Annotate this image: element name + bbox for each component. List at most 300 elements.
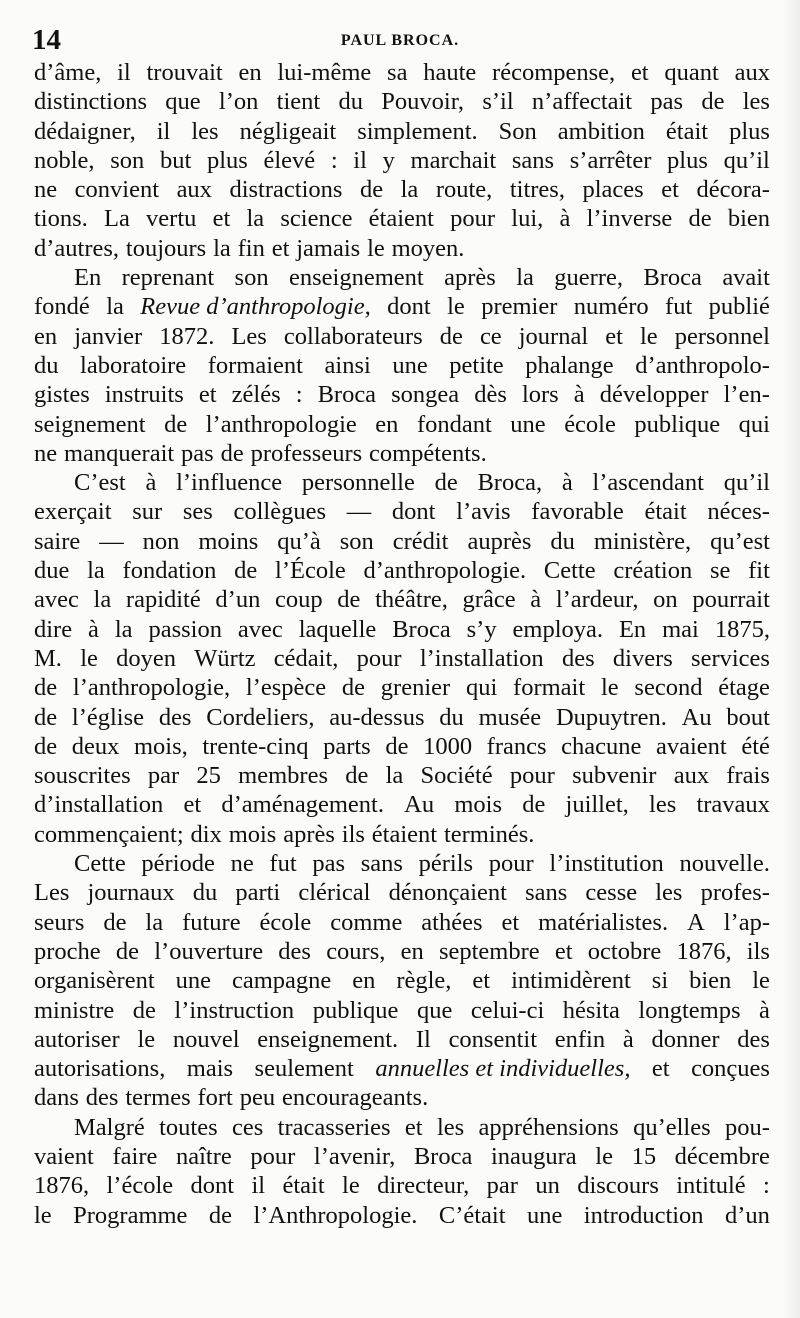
word: de bbox=[688, 205, 712, 233]
word: avec bbox=[34, 586, 79, 614]
word: la bbox=[145, 908, 164, 936]
word: le bbox=[752, 967, 770, 995]
word: à bbox=[88, 615, 99, 643]
word: autoriser bbox=[34, 1025, 120, 1053]
word: les bbox=[436, 1113, 465, 1141]
word: services bbox=[691, 644, 770, 672]
word: de bbox=[115, 937, 140, 965]
word: les bbox=[742, 88, 770, 116]
word: laquelle bbox=[298, 615, 377, 643]
word: et bbox=[212, 205, 231, 233]
word: le bbox=[595, 1142, 613, 1170]
text-line bbox=[34, 790, 770, 819]
word: de bbox=[341, 674, 366, 702]
text-line bbox=[34, 878, 770, 907]
word: ils bbox=[341, 820, 365, 848]
word: pourrait bbox=[692, 586, 770, 614]
word: dont bbox=[391, 498, 436, 526]
word: faire bbox=[112, 1142, 158, 1170]
word: parti bbox=[235, 879, 281, 907]
word: fut bbox=[269, 850, 297, 878]
word: Les bbox=[34, 879, 70, 907]
word: récompense, bbox=[492, 59, 616, 86]
text-line bbox=[34, 527, 770, 556]
word: décembre bbox=[674, 1142, 770, 1170]
word: clérical bbox=[298, 879, 371, 907]
word: école bbox=[259, 908, 312, 936]
word: intimidèrent bbox=[511, 967, 631, 995]
word: qu’à bbox=[277, 527, 321, 555]
word: employa. bbox=[512, 615, 604, 643]
word: et bbox=[183, 791, 202, 819]
word: au-dessus bbox=[329, 703, 425, 731]
word: pour bbox=[509, 762, 555, 790]
word: moins bbox=[198, 527, 259, 555]
word: fondation bbox=[122, 557, 217, 585]
word: et bbox=[501, 908, 520, 936]
word: il bbox=[156, 117, 171, 145]
word: intitulé bbox=[676, 1172, 746, 1200]
word: dans bbox=[34, 1084, 79, 1112]
word: le bbox=[80, 644, 98, 672]
word: fondé bbox=[34, 293, 90, 321]
word: Pouvoir, bbox=[381, 88, 465, 116]
word: d’un bbox=[215, 586, 261, 614]
word: Broca bbox=[392, 615, 451, 643]
word: trente-cinq bbox=[202, 732, 309, 760]
word: appréhensions bbox=[478, 1113, 619, 1141]
word: Cette bbox=[74, 850, 126, 878]
word: pas bbox=[312, 850, 346, 878]
word: vaient bbox=[34, 1142, 94, 1170]
word: la bbox=[213, 234, 231, 262]
word: de bbox=[34, 732, 58, 760]
word: s’y bbox=[466, 615, 497, 643]
word: celui-ci bbox=[470, 996, 545, 1024]
word: future bbox=[182, 908, 241, 936]
word: était bbox=[665, 117, 709, 145]
word: et bbox=[661, 176, 679, 204]
word: le bbox=[34, 1201, 52, 1229]
word: janvier bbox=[74, 322, 143, 350]
word: 1876, bbox=[676, 937, 732, 965]
word: la bbox=[106, 293, 124, 321]
word: de bbox=[132, 996, 156, 1024]
word: qui bbox=[465, 674, 498, 702]
word: été bbox=[741, 732, 770, 760]
word: juillet, bbox=[565, 791, 629, 819]
word: nouvel bbox=[172, 1025, 240, 1053]
text-line bbox=[34, 1142, 770, 1171]
word: il bbox=[117, 59, 131, 86]
word: souscrites bbox=[34, 762, 131, 790]
word: il bbox=[353, 146, 367, 174]
word: se bbox=[709, 557, 731, 585]
word: à bbox=[573, 381, 585, 409]
word: proche bbox=[34, 937, 101, 965]
text-line bbox=[34, 556, 770, 585]
word: sa bbox=[387, 59, 408, 86]
word: avait bbox=[722, 264, 770, 292]
word: journaux bbox=[87, 879, 175, 907]
word: enseignement bbox=[288, 264, 424, 292]
word: les bbox=[191, 117, 219, 145]
word: 1876, bbox=[34, 1172, 90, 1200]
word: en bbox=[400, 937, 424, 965]
word: sans bbox=[525, 879, 568, 907]
word: auprès bbox=[467, 527, 532, 555]
word: second bbox=[634, 674, 703, 702]
word: moyen. bbox=[391, 234, 465, 262]
word: s’il bbox=[482, 88, 514, 116]
text-line bbox=[34, 204, 770, 233]
word: en bbox=[34, 322, 58, 350]
text-line bbox=[34, 468, 770, 497]
word: compétents. bbox=[369, 439, 487, 467]
word: du bbox=[550, 527, 575, 555]
word: naître bbox=[175, 1142, 232, 1170]
word: pour bbox=[250, 1142, 296, 1170]
word: Il bbox=[415, 1025, 431, 1053]
word: le bbox=[600, 674, 619, 702]
text-line bbox=[34, 87, 770, 116]
text-line bbox=[34, 644, 770, 673]
word: inaugura bbox=[490, 1142, 577, 1170]
text-line bbox=[34, 1113, 770, 1142]
word: A bbox=[687, 908, 705, 936]
word: le bbox=[342, 1172, 360, 1200]
word: 1872. bbox=[159, 322, 215, 350]
word: conçues bbox=[691, 1055, 770, 1083]
word: l’Anthropologie. bbox=[253, 1201, 418, 1229]
word: développer bbox=[599, 381, 709, 409]
word: ne bbox=[34, 176, 58, 204]
word: son bbox=[339, 527, 374, 555]
word: Cordeliers, bbox=[206, 703, 315, 731]
word: due bbox=[34, 557, 70, 585]
word: étaient bbox=[368, 205, 434, 233]
word: : bbox=[763, 1172, 770, 1200]
word: coup bbox=[275, 586, 323, 614]
word: plus bbox=[206, 146, 248, 174]
word: à bbox=[530, 586, 542, 614]
word: fut bbox=[665, 293, 693, 321]
word: de bbox=[359, 176, 384, 204]
word: lui, bbox=[511, 205, 544, 233]
word: du bbox=[439, 703, 464, 731]
word: Broca bbox=[317, 381, 377, 409]
word: l’en- bbox=[723, 381, 770, 409]
word: bout bbox=[726, 703, 770, 731]
word: aux bbox=[673, 762, 710, 790]
word: jamais bbox=[296, 234, 361, 262]
word: sur bbox=[132, 498, 163, 526]
word: si bbox=[651, 967, 669, 995]
word: l’installation bbox=[419, 644, 544, 672]
word: néces- bbox=[707, 498, 770, 526]
word: une bbox=[175, 967, 211, 995]
word: les bbox=[649, 791, 677, 819]
word: mais bbox=[186, 1055, 234, 1083]
word: en bbox=[375, 410, 399, 438]
word: en bbox=[352, 967, 376, 995]
word: des bbox=[85, 1084, 119, 1112]
word: était bbox=[644, 498, 687, 526]
word: des bbox=[737, 1025, 770, 1053]
word: l’ap- bbox=[723, 908, 770, 936]
word: ce bbox=[479, 322, 502, 350]
word: fit bbox=[748, 557, 770, 585]
word: mois, bbox=[133, 732, 188, 760]
word: premier bbox=[481, 293, 558, 321]
word: l’ascendant bbox=[592, 469, 704, 497]
word: les bbox=[655, 879, 683, 907]
word: francs bbox=[486, 732, 547, 760]
text-line bbox=[34, 996, 770, 1025]
word: aux bbox=[734, 59, 770, 86]
word: la bbox=[246, 205, 265, 233]
word: gistes bbox=[34, 381, 90, 409]
word: son bbox=[234, 264, 269, 292]
word: parts bbox=[323, 732, 371, 760]
word: ne bbox=[34, 439, 58, 467]
word: l’inverse bbox=[586, 205, 673, 233]
word: ministre bbox=[34, 996, 115, 1024]
word: fin bbox=[237, 234, 265, 262]
word: zélés bbox=[231, 381, 281, 409]
word: 25 bbox=[196, 762, 221, 790]
page-number: 14 bbox=[32, 24, 61, 56]
word: plus bbox=[729, 117, 770, 145]
word: en bbox=[238, 59, 262, 86]
word: Dupuytren. bbox=[555, 703, 667, 731]
word: longtemps bbox=[638, 996, 741, 1024]
word: de bbox=[208, 1201, 232, 1229]
word: des bbox=[158, 703, 192, 731]
word: tions. bbox=[34, 205, 88, 233]
word: l’instruction bbox=[174, 996, 295, 1024]
word: campagne bbox=[231, 967, 332, 995]
word: d’installation bbox=[34, 791, 164, 819]
word: à bbox=[759, 996, 770, 1024]
text-line bbox=[34, 146, 770, 175]
word: trouvait bbox=[146, 59, 223, 86]
word: instruits bbox=[104, 381, 184, 409]
word: son bbox=[110, 146, 145, 174]
word: le bbox=[447, 293, 465, 321]
word: mai bbox=[662, 615, 699, 643]
word: Malgré bbox=[74, 1113, 145, 1141]
word: encourageants. bbox=[281, 1084, 429, 1112]
text-line bbox=[34, 937, 770, 966]
word: cesse bbox=[585, 879, 638, 907]
word: travaux bbox=[696, 791, 770, 819]
text-line bbox=[34, 908, 770, 937]
word: et bbox=[472, 967, 491, 995]
word: mois bbox=[454, 791, 502, 819]
word: d’anthropolo- bbox=[635, 351, 770, 379]
word: et bbox=[404, 1113, 423, 1141]
word: : bbox=[295, 381, 303, 409]
word: qui bbox=[738, 410, 770, 438]
word: sans bbox=[360, 850, 403, 878]
word: du bbox=[192, 879, 218, 907]
word: Programme bbox=[73, 1201, 188, 1229]
text-line bbox=[34, 966, 770, 995]
word: fondant bbox=[416, 410, 492, 438]
word: Son bbox=[498, 117, 537, 145]
word: d’âme, bbox=[34, 59, 102, 86]
word: Société bbox=[420, 762, 493, 790]
word: l’anthropologie, bbox=[72, 674, 231, 702]
word: toutes bbox=[159, 1113, 218, 1141]
text-line bbox=[34, 1025, 770, 1054]
word: mois bbox=[228, 820, 277, 848]
running-title: PAUL BROCA. bbox=[340, 32, 460, 49]
text-line bbox=[34, 703, 770, 732]
word: de bbox=[434, 469, 458, 497]
word: hésita bbox=[562, 996, 620, 1024]
word: professeurs bbox=[250, 439, 363, 467]
word: un bbox=[535, 1172, 560, 1200]
word: tient bbox=[276, 88, 321, 116]
word: dédaigner, bbox=[34, 117, 136, 145]
word: guerre, bbox=[554, 264, 623, 292]
word: y bbox=[382, 146, 395, 174]
word: rapidité bbox=[125, 586, 201, 614]
word: cours, bbox=[326, 937, 386, 965]
word: l’École bbox=[275, 557, 346, 585]
word: autorisations, bbox=[34, 1055, 166, 1083]
text-line bbox=[34, 585, 770, 614]
word: l’école bbox=[106, 1172, 174, 1200]
text-line bbox=[34, 1083, 770, 1112]
word: ils bbox=[746, 937, 770, 965]
word: manquerait bbox=[63, 439, 175, 467]
word: de bbox=[337, 586, 361, 614]
word: doyen bbox=[116, 644, 177, 672]
word: saire bbox=[34, 527, 81, 555]
word: plus bbox=[667, 146, 708, 174]
body-text bbox=[34, 58, 770, 1230]
word: la bbox=[385, 762, 404, 790]
text-line bbox=[34, 732, 770, 761]
word: divers bbox=[612, 644, 673, 672]
word: cédait, bbox=[273, 644, 339, 672]
word: dès bbox=[474, 381, 507, 409]
word: étage bbox=[718, 674, 770, 702]
word: périls bbox=[418, 850, 474, 878]
text-line bbox=[34, 292, 770, 321]
word: l’ouverture bbox=[154, 937, 264, 965]
word: dénonçaient bbox=[388, 879, 507, 907]
word: M. bbox=[34, 644, 62, 672]
word: que bbox=[416, 996, 453, 1024]
word: 1875, bbox=[714, 615, 770, 643]
word: du bbox=[34, 351, 59, 379]
word: bien bbox=[689, 967, 732, 995]
word: grâce bbox=[462, 586, 516, 614]
word: musée bbox=[478, 703, 542, 731]
word: matérialistes. bbox=[538, 908, 669, 936]
word: numéro bbox=[573, 293, 649, 321]
word: donner bbox=[651, 1025, 720, 1053]
word: vertu bbox=[146, 205, 197, 233]
word: une bbox=[526, 1201, 563, 1229]
word: pour bbox=[450, 205, 496, 233]
word: pour bbox=[488, 850, 534, 878]
word: octobre bbox=[587, 937, 662, 965]
word: annuelles et individuelles, bbox=[375, 1055, 631, 1083]
word: n’affectait bbox=[531, 88, 633, 116]
word: de bbox=[439, 322, 463, 350]
word: ministère, bbox=[593, 527, 692, 555]
word: à bbox=[622, 1025, 634, 1053]
word: enseignement. bbox=[257, 1025, 399, 1053]
word: par bbox=[486, 1172, 518, 1200]
word: peu bbox=[239, 1084, 276, 1112]
word: l’anthropologie bbox=[205, 410, 357, 438]
word: dont bbox=[190, 1172, 235, 1200]
word: décora- bbox=[696, 176, 770, 204]
word: le bbox=[137, 1025, 156, 1053]
word: d’un bbox=[725, 1201, 770, 1229]
word: la bbox=[87, 557, 105, 585]
word: était bbox=[282, 1172, 325, 1200]
word: En bbox=[618, 615, 647, 643]
word: C’est bbox=[74, 469, 126, 497]
word: ne bbox=[230, 850, 254, 878]
word: collègues bbox=[233, 498, 327, 526]
word: route, bbox=[435, 176, 493, 204]
word: d’aménagement. bbox=[221, 791, 384, 819]
text-line bbox=[34, 1201, 770, 1230]
word: le bbox=[639, 322, 658, 350]
word: que bbox=[165, 88, 201, 116]
word: une bbox=[392, 351, 428, 379]
word: termes bbox=[125, 1084, 191, 1112]
text-line bbox=[34, 820, 770, 849]
word: journal bbox=[518, 322, 589, 350]
word: athées bbox=[421, 908, 483, 936]
word: subvenir bbox=[572, 762, 657, 790]
word: : bbox=[330, 146, 338, 174]
word: — bbox=[346, 498, 372, 526]
text-line bbox=[34, 497, 770, 526]
word: l’avis bbox=[456, 498, 511, 526]
word: qu’elles bbox=[633, 1113, 711, 1141]
word: période bbox=[141, 850, 215, 878]
text-line bbox=[34, 351, 770, 380]
word: songea bbox=[391, 381, 460, 409]
word: et bbox=[198, 381, 217, 409]
word: distinctions bbox=[34, 88, 147, 116]
word: deux bbox=[71, 732, 120, 760]
word: commençaient; bbox=[34, 820, 184, 848]
word: noble, bbox=[34, 146, 95, 174]
word: membres bbox=[238, 762, 328, 790]
word: d’autres, bbox=[34, 234, 120, 262]
word: des bbox=[278, 937, 311, 965]
word: frais bbox=[726, 762, 770, 790]
text-line bbox=[34, 380, 770, 409]
text-line bbox=[34, 117, 770, 146]
word: l’ardeur, bbox=[555, 586, 639, 614]
word: aux bbox=[176, 176, 212, 204]
word: personnelle bbox=[301, 469, 415, 497]
word: exerçait bbox=[34, 498, 112, 526]
word: l’église bbox=[71, 703, 145, 731]
